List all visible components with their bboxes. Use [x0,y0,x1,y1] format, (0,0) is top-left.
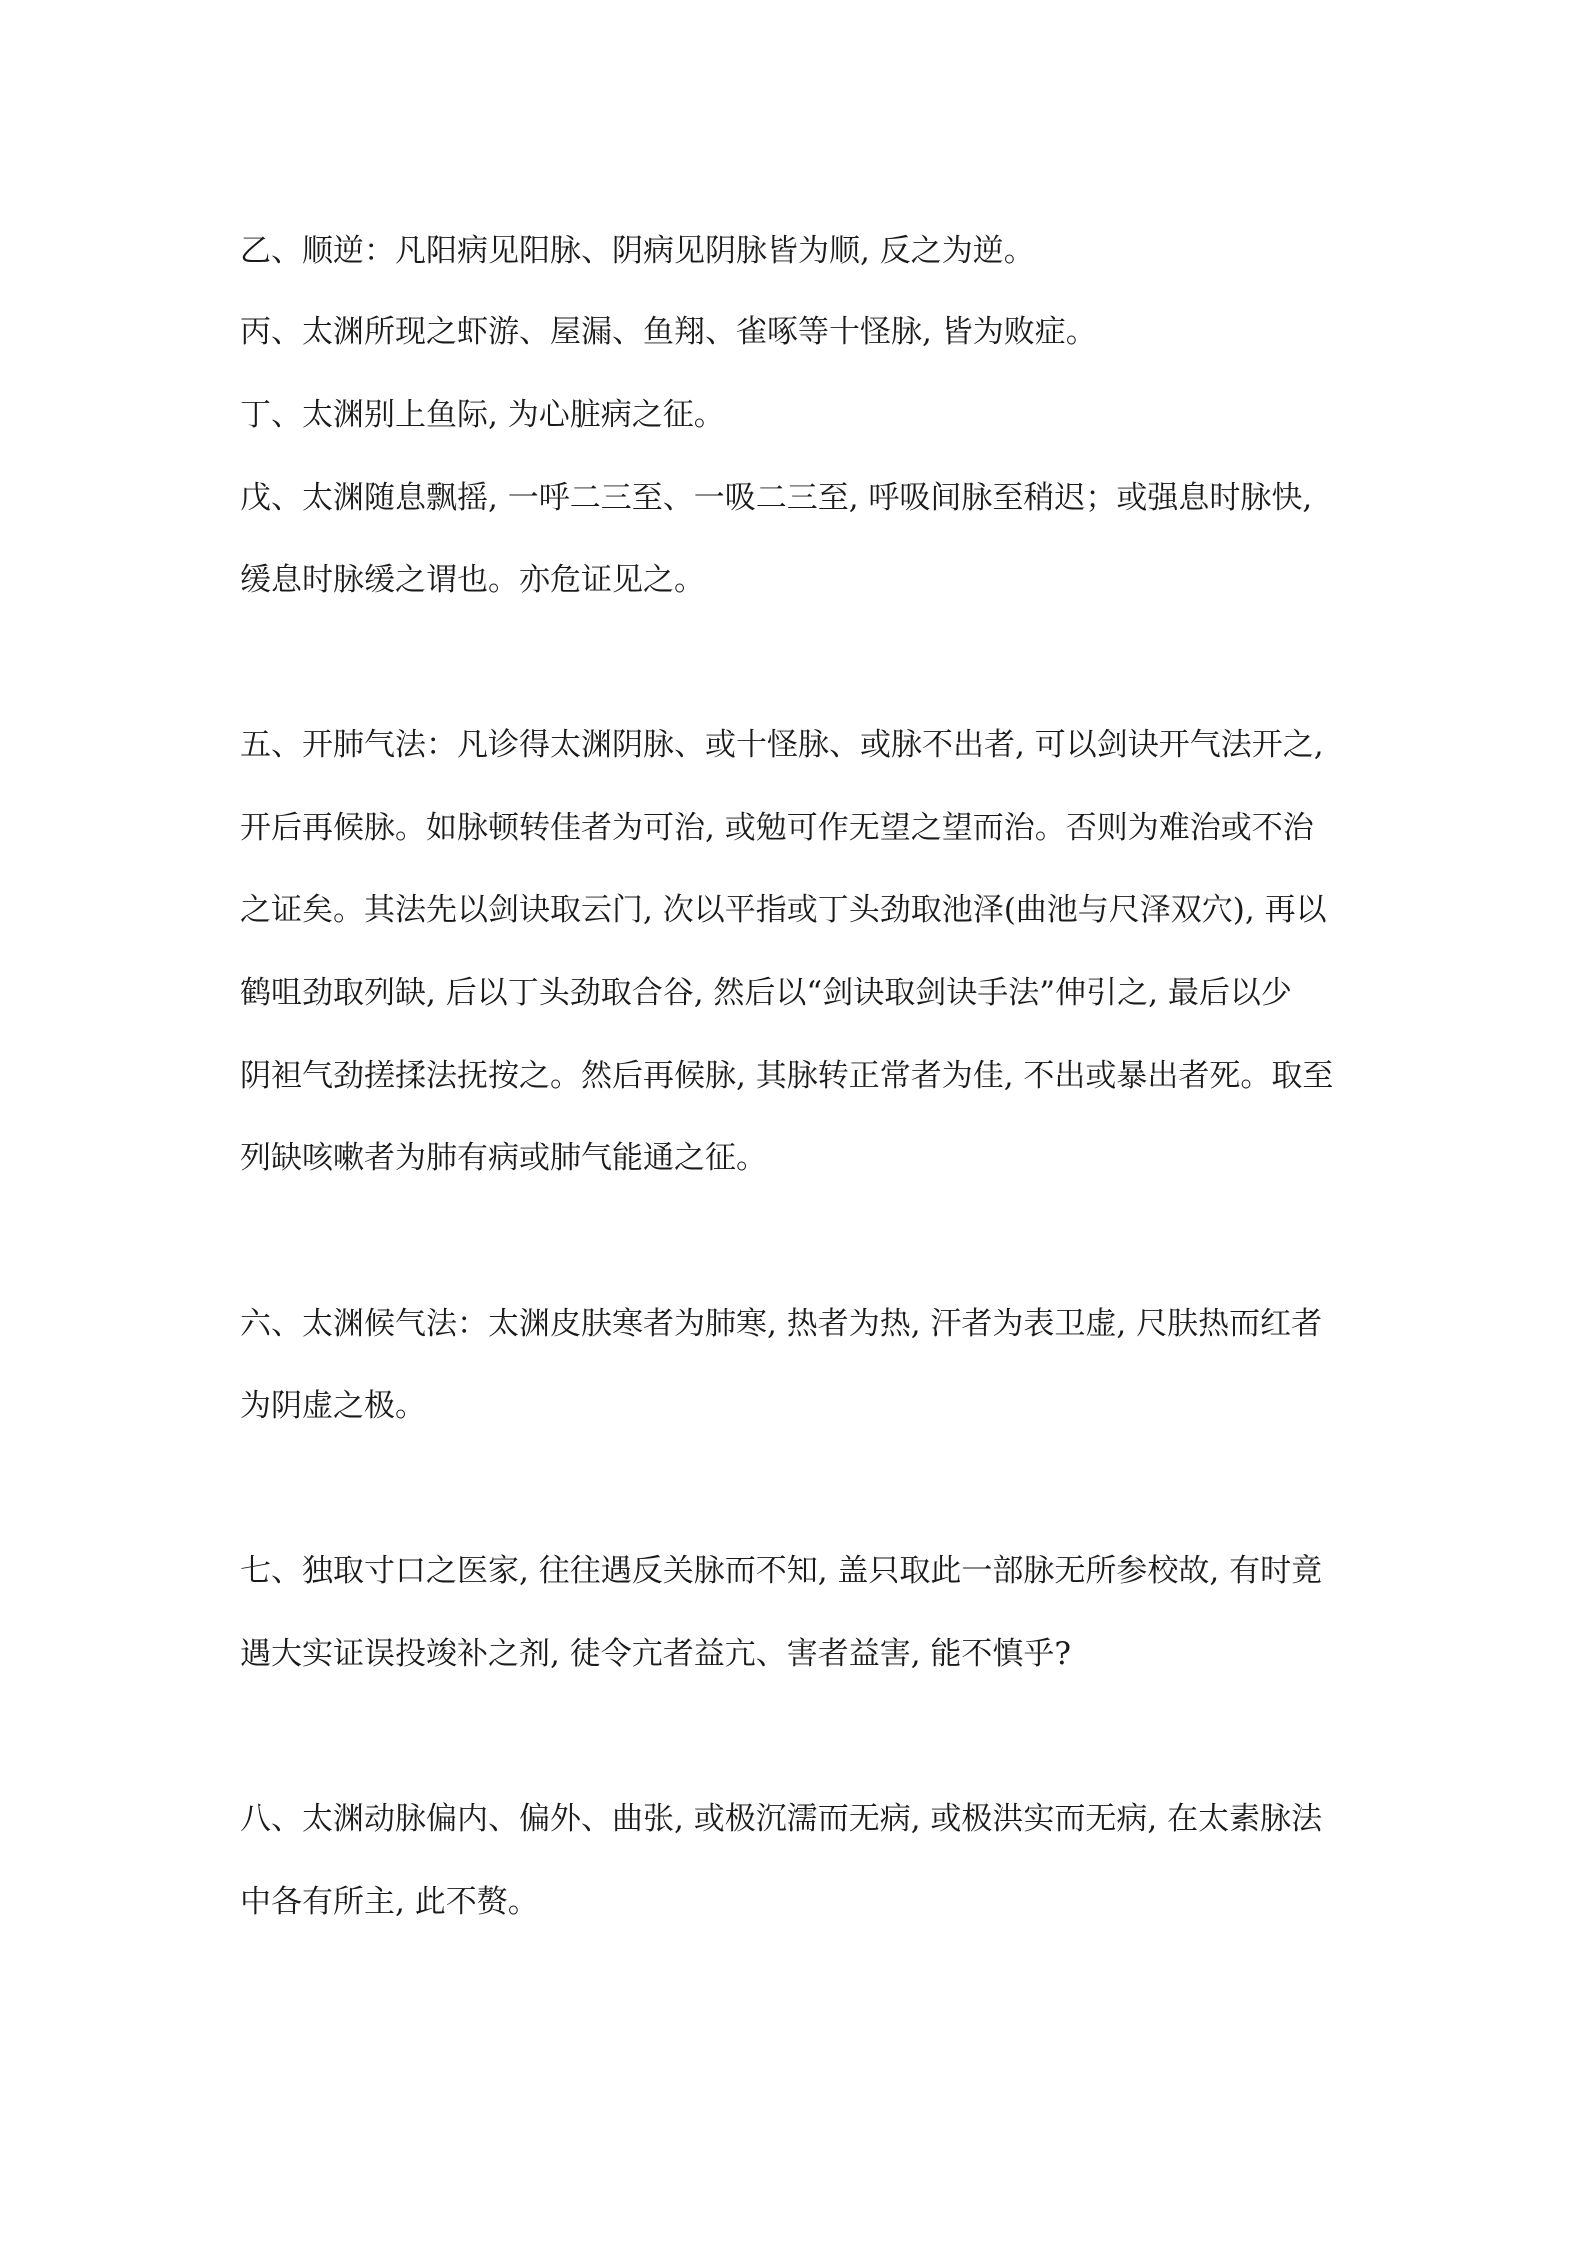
text-line-section5-4: 鹤咀劲取列缺, 后以丁头劲取合谷, 然后以“剑诀取剑诀手法”伸引之, 最后以少 [240,975,1292,1011]
text-line-yi: 乙、顺逆：凡阳病见阳脉、阴病见阴脉皆为顺, 反之为逆。 [240,233,1035,269]
text-line-wu-2: 缓息时脉缓之谓也。亦危证见之。 [240,562,705,598]
text-line-section6-2: 为阴虚之极。 [240,1388,426,1424]
text-line-section8-1: 八、太渊动脉偏内、偏外、曲张, 或极沉濡而无病, 或极洪实而无病, 在太素脉法 [240,1801,1323,1837]
text-line-section5-6: 列缺咳嗽者为肺有病或肺气能通之征。 [240,1140,767,1176]
text-line-section5-2: 开后再候脉。如脉顿转佳者为可治, 或勉可作无望之望而治。否则为难治或不治 [240,810,1314,846]
text-line-section7-1: 七、独取寸口之医家, 往往遇反关脉而不知, 盖只取此一部脉无所参校故, 有时竟 [240,1553,1323,1589]
text-line-section5-3: 之证矣。其法先以剑诀取云门, 次以平指或丁头劲取池泽(曲池与尺泽双穴), 再以 [240,892,1327,928]
text-line-section6-1: 六、太渊候气法：太渊皮肤寒者为肺寒, 热者为热, 汗者为表卫虚, 尺肤热而红者 [240,1306,1323,1342]
text-line-section5-5: 阴袒气劲搓揉法抚按之。然后再候脉, 其脉转正常者为佳, 不出或暴出者死。取至 [240,1058,1334,1094]
text-line-section7-2: 遇大实证误投竣补之剂, 徒令亢者益亢、害者益害, 能不慎乎? [240,1636,1072,1672]
text-line-section5-1: 五、开肺气法：凡诊得太渊阴脉、或十怪脉、或脉不出者, 可以剑诀开气法开之, [240,727,1324,763]
text-line-bing: 丙、太渊所现之虾游、屋漏、鱼翔、雀啄等十怪脉, 皆为败症。 [240,314,1097,350]
text-line-wu-1: 戊、太渊随息飘摇, 一呼二三至、一吸二三至, 呼吸间脉至稍迟；或强息时脉快, [240,480,1313,516]
text-line-section8-2: 中各有所主, 此不赘。 [240,1884,539,1920]
text-line-ding: 丁、太渊别上鱼际, 为心脏病之征。 [240,397,725,433]
